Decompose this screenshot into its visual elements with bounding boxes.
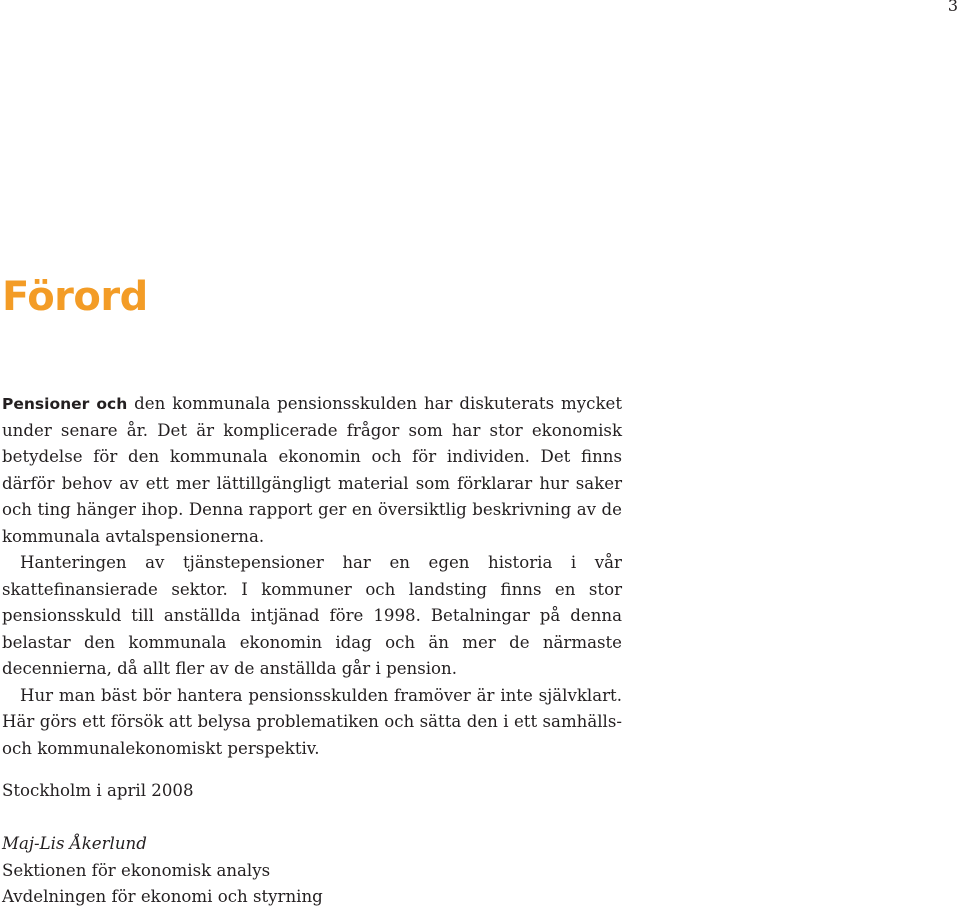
paragraph-3: Hur man bäst bör hantera pensionsskulden framöver är inte självklart. Här görs ett försök att belysa problematiken och sätta den i ett samhälls- och kommunalekonomiskt perspektiv. bbox=[2, 685, 622, 758]
page-title: Förord bbox=[2, 274, 148, 320]
body-text bbox=[2, 391, 622, 762]
place-date: Stockholm i april 2008 bbox=[2, 781, 194, 800]
paragraph-2: Hanteringen av tjänstepensioner har en egen historia i vår skattefinansierade sektor. I kommuner och landsting finns en stor pensionsskuld till anställda intjänad före 1998. Betalningar på denna belastar den kommunala ekonomin idag och än mer de närmaste decennierna, då allt fler av de anställda går i pension. bbox=[2, 553, 622, 678]
signatory-name: Maj-Lis Åkerlund bbox=[2, 834, 147, 853]
signature-block bbox=[2, 831, 323, 911]
lead-in: Pensioner och bbox=[2, 395, 128, 413]
paragraph-1 bbox=[2, 391, 622, 550]
signatory-department: Avdelningen för ekonomi och styrning bbox=[2, 887, 323, 906]
paragraph-1-text: den kommunala pensionsskulden har diskuterats mycket under senare år. Det är komplicerade frågor som har stor ekonomisk betydelse för den kommunala ekonomin och för individen. Det finns därför behov av ett mer lättillgängligt material som förklarar hur saker och ting hänger ihop. Denna rapport ger en översiktlig beskrivning av de kommunala avtalspensionerna. bbox=[2, 394, 622, 546]
signatory-section: Sektionen för ekonomisk analys bbox=[2, 860, 271, 880]
page-number: 3 bbox=[947, 0, 958, 15]
